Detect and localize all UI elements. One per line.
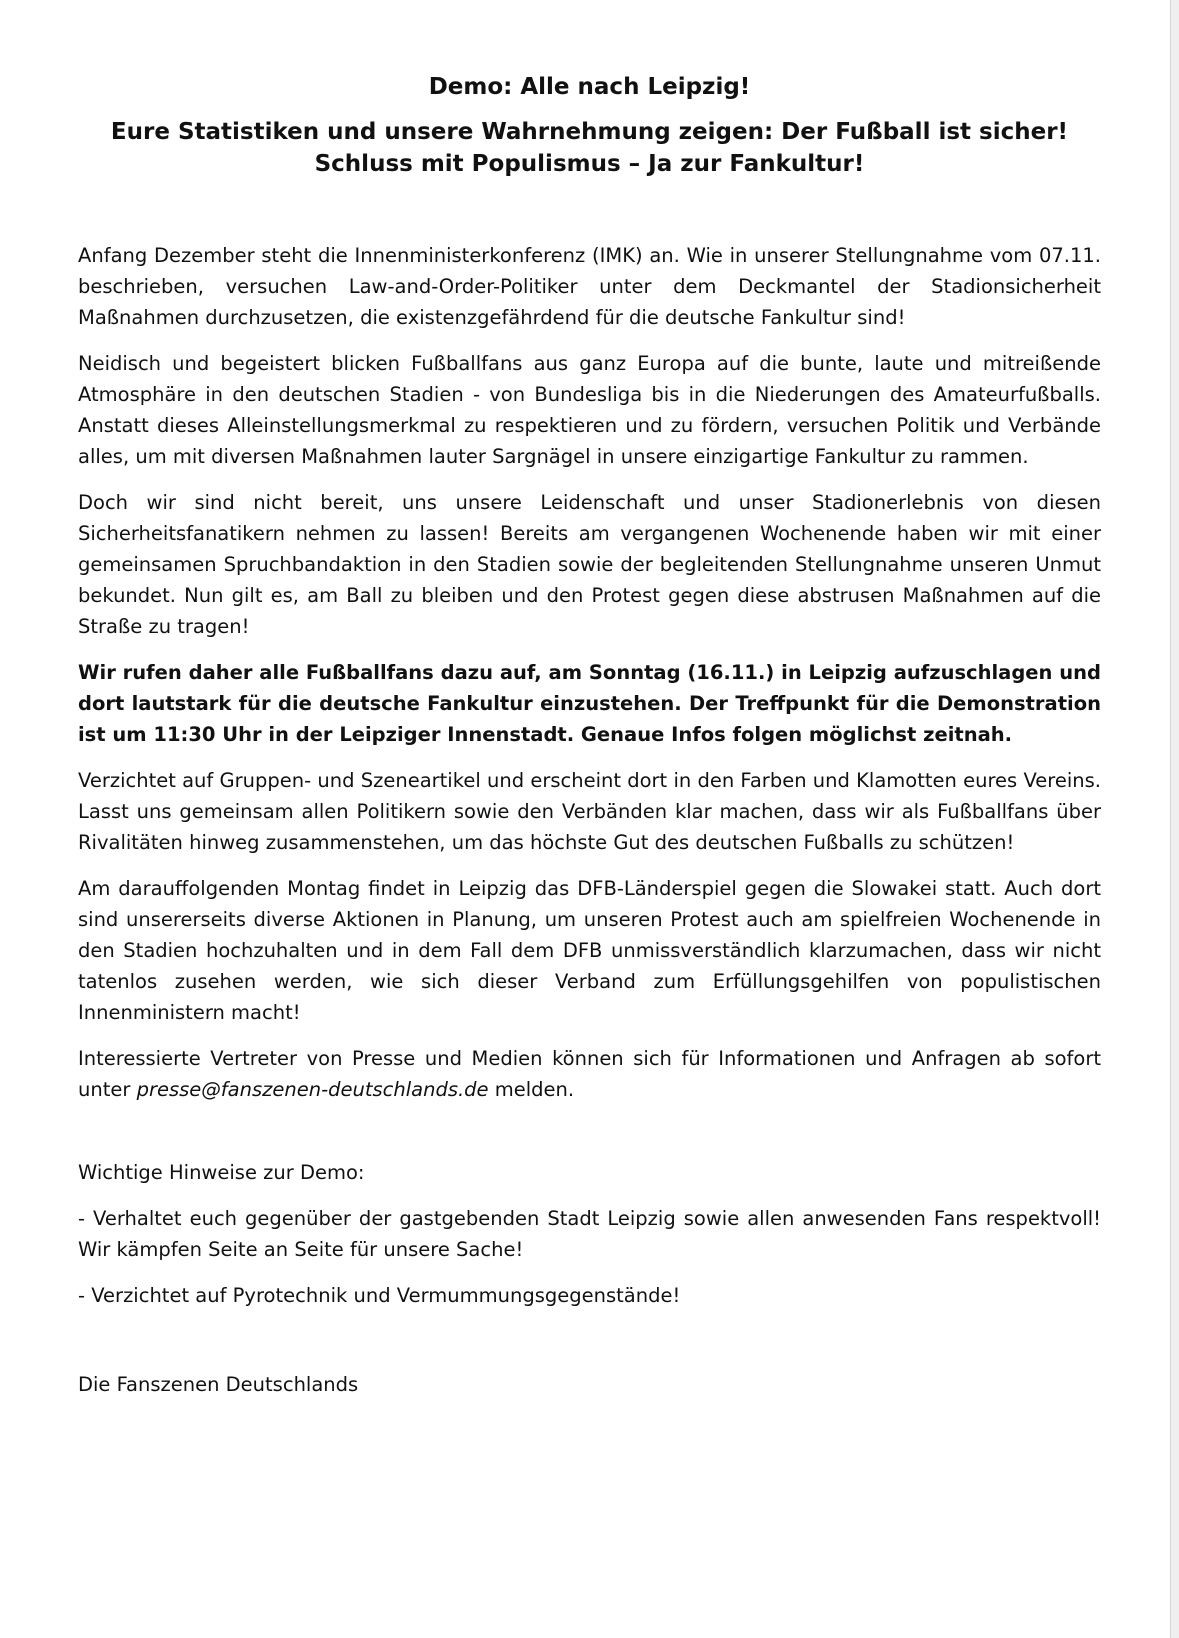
paragraph-protest: Doch wir sind nicht bereit, uns unsere Leidenschaft und unser Stadionerlebnis von diesen Sicherheitsfanatikern nehmen zu lassen! Bereits am vergangenen Wochenende haben wir mit einer gemeinsamen Spruchbandaktion in den Stadien sowie der begleitenden Stellungnahme unseren Unmut bekundet. Nun gilt es, am Ball zu bleiben und den Protest gegen diese abstrusen Maßnahmen auf die Straße zu tragen! xyxy=(78,491,1101,638)
signature: Die Fanszenen Deutschlands xyxy=(78,1373,359,1396)
note-item-no-pyro: - Verzichtet auf Pyrotechnik und Vermummungsgegenstände! xyxy=(78,1284,681,1307)
press-contact-text: Interessierte Vertreter von Presse und Medien können sich für Informationen und Anfragen ab sofort unter xyxy=(78,1047,1101,1101)
press-email-link[interactable]: presse@fanszenen-deutschlands.de xyxy=(136,1078,489,1101)
document-subtitle: Eure Statistiken und unsere Wahrnehmung zeigen: Der Fußball ist sicher! Schluss mit Populismus – Ja zur Fankultur! xyxy=(110,119,1069,177)
paragraph-club-colors: Verzichtet auf Gruppen- und Szeneartikel und erscheint dort in den Farben und Klamotten eures Vereins. Lasst uns gemeinsam allen Politikern sowie den Verbänden klar machen, dass wir als Fußballfans über Rivalitäten hinweg zusammenstehen, um das höchste Gut des deutschen Fußballs zu schützen! xyxy=(78,769,1101,854)
paragraph-dfb-match: Am darauffolgenden Montag findet in Leipzig das DFB-Länderspiel gegen die Slowakei statt. Auch dort sind unsererseits diverse Aktionen in Planung, um unseren Protest auch am spielfreien Wochenende in den Stadien hochzuhalten und in dem Fall dem DFB unmissverständlich klarzumachen, dass wir nicht tatenlos zusehen werden, wie sich dieser Verband zum Erfüllungsgehilfen von populistischen Innenministern macht! xyxy=(78,877,1101,1024)
paragraph-atmosphere: Neidisch und begeistert blicken Fußballfans aus ganz Europa auf die bunte, laute und mitreißende Atmosphäre in den deutschen Stadien - von Bundesliga bis in die Niederungen des Amateurfußballs. Anstatt dieses Alleinstellungsmerkmal zu respektieren und zu fördern, versuchen Politik und Verbände alles, um mit diversen Maßnahmen lauter Sargnägel in unsere einzigartige Fankultur zu rammen. xyxy=(78,352,1101,468)
page-edge xyxy=(1171,0,1179,1638)
document-title: Demo: Alle nach Leipzig! xyxy=(428,74,751,100)
paragraph-call-to-action: Wir rufen daher alle Fußballfans dazu auf, am Sonntag (16.11.) in Leipzig aufzuschlagen und dort lautstark für die deutsche Fankultur einzustehen. Der Treffpunkt für die Demonstration ist um 11:30 Uhr in der Leipziger Innenstadt. Genaue Infos folgen möglichst zeitnah. xyxy=(78,661,1101,746)
paragraph-imk: Anfang Dezember steht die Innenministerkonferenz (IMK) an. Wie in unserer Stellungnahme vom 07.11. beschrieben, versuchen Law-and-Order-Politiker unter dem Deckmantel der Stadionsicherheit Maßnahmen durchzusetzen, die existenzgefährdend für die deutsche Fankultur sind! xyxy=(78,244,1101,329)
document-body xyxy=(78,72,1101,1415)
press-contact-suffix: melden. xyxy=(488,1078,575,1101)
note-item-respect: - Verhaltet euch gegenüber der gastgebenden Stadt Leipzig sowie allen anwesenden Fans respektvoll! Wir kämpfen Seite an Seite für unsere Sache! xyxy=(78,1207,1101,1261)
paragraph-press-contact xyxy=(78,1043,1101,1105)
notes-heading: Wichtige Hinweise zur Demo: xyxy=(78,1161,365,1184)
